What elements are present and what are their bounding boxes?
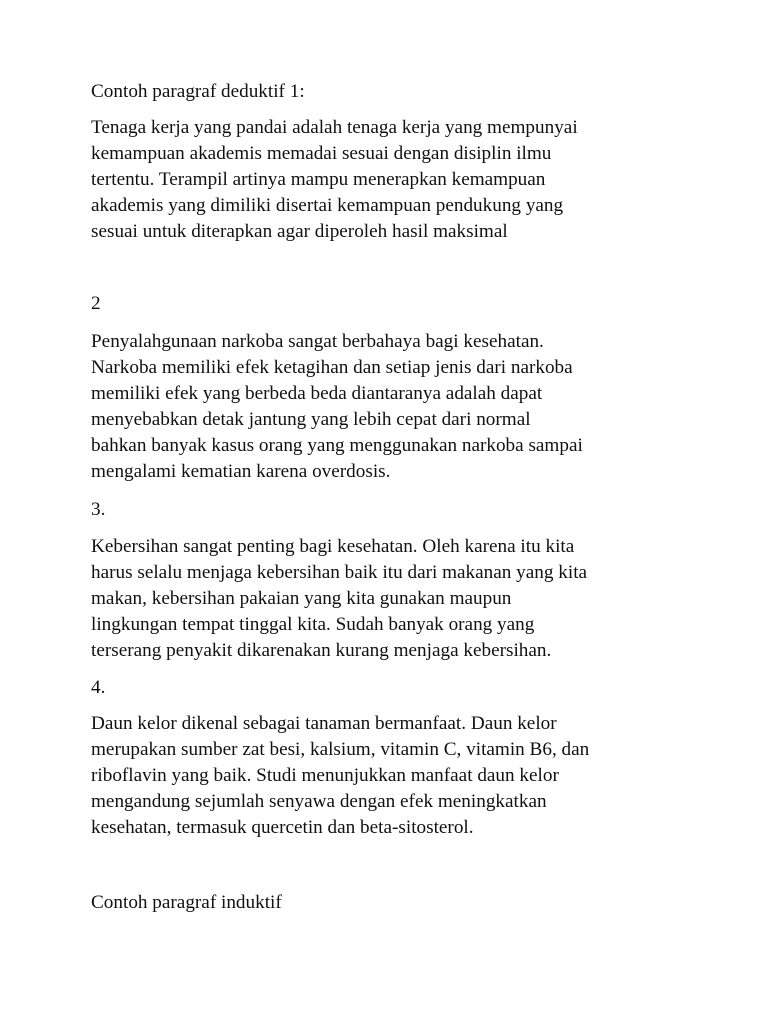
paragraph-4: [91, 711, 691, 841]
item-number-3: 3.: [91, 499, 106, 520]
paragraph-2-line: menyebabkan detak jantung yang lebih cepat dari normal: [91, 409, 531, 430]
paragraph-1-line: akademis yang dimiliki disertai kemampuan pendukung yang: [91, 195, 564, 216]
paragraph-3-line: Kebersihan sangat penting bagi kesehatan. Oleh karena itu kita: [91, 536, 575, 557]
paragraph-4-line: merupakan sumber zat besi, kalsium, vitamin C, vitamin B6, dan: [91, 739, 590, 760]
paragraph-3-line: terserang penyakit dikarenakan kurang menjaga kebersihan.: [91, 640, 552, 661]
paragraph-4-line: Daun kelor dikenal sebagai tanaman bermanfaat. Daun kelor: [91, 713, 557, 734]
paragraph-4-line: kesehatan, termasuk quercetin dan beta-sitosterol.: [91, 817, 474, 838]
item-number-4: 4.: [91, 677, 106, 698]
paragraph-3-line: harus selalu menjaga kebersihan baik itu dari makanan yang kita: [91, 562, 588, 583]
paragraph-4-line: riboflavin yang baik. Studi menunjukkan manfaat daun kelor: [91, 765, 559, 786]
paragraph-2-line: mengalami kematian karena overdosis.: [91, 461, 391, 482]
paragraph-2-line: Penyalahgunaan narkoba sangat berbahaya bagi kesehatan.: [91, 331, 544, 352]
paragraph-1-line: sesuai untuk diterapkan agar diperoleh hasil maksimal: [91, 221, 508, 242]
paragraph-1-line: Tenaga kerja yang pandai adalah tenaga kerja yang mempunyai: [91, 117, 578, 138]
paragraph-1-line: kemampuan akademis memadai sesuai dengan disiplin ilmu: [91, 143, 552, 164]
item-number-2: 2: [91, 293, 101, 314]
paragraph-2-line: Narkoba memiliki efek ketagihan dan setiap jenis dari narkoba: [91, 357, 573, 378]
paragraph-3-line: makan, kebersihan pakaian yang kita gunakan maupun: [91, 588, 512, 609]
paragraph-3: [91, 534, 691, 664]
paragraph-1-line: tertentu. Terampil artinya mampu menerapkan kemampuan: [91, 169, 546, 190]
paragraph-2: [91, 329, 691, 485]
heading-deductive-example: Contoh paragraf deduktif 1:: [91, 81, 305, 102]
paragraph-4-line: mengandung sejumlah senyawa dengan efek meningkatkan: [91, 791, 547, 812]
paragraph-2-line: bahkan banyak kasus orang yang menggunakan narkoba sampai: [91, 435, 583, 456]
paragraph-3-line: lingkungan tempat tinggal kita. Sudah banyak orang yang: [91, 614, 535, 635]
heading-inductive-example: Contoh paragraf induktif: [91, 892, 282, 913]
paragraph-1: [91, 115, 691, 245]
paragraph-2-line: memiliki efek yang berbeda beda diantaranya adalah dapat: [91, 383, 543, 404]
